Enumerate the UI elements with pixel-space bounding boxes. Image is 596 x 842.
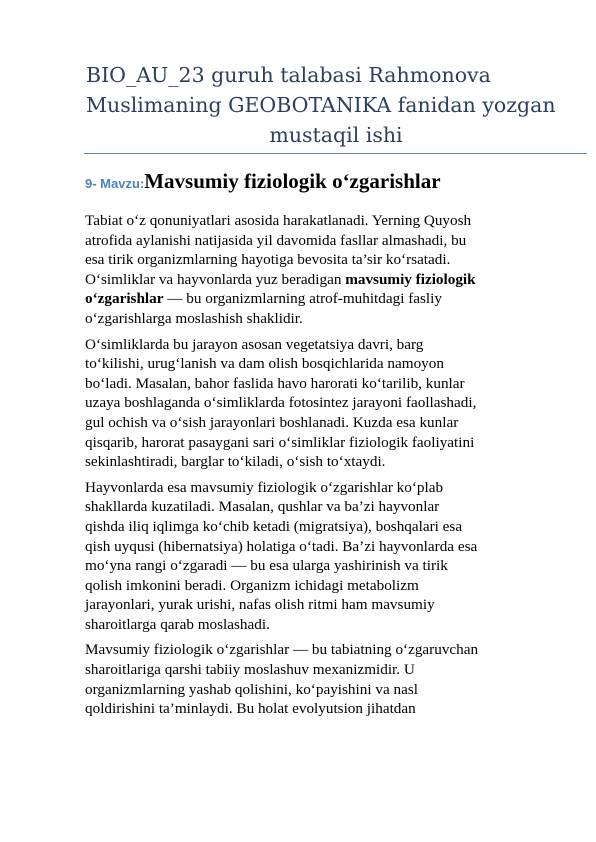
text-line: sharoitlariga qarshi tabiiy moslashuv mexanizmidir. U — [85, 661, 415, 679]
text-line: gul ochish va o‘sish jarayonlari boshlanadi. Kuzda esa kunlar — [85, 413, 459, 431]
paragraph-4 — [85, 640, 565, 718]
text-line: O‘simliklarda bu jarayon asosan vegetatsiya davri, barg — [85, 335, 424, 353]
text-run: O‘simliklar va hayvonlarda yuz beradigan — [85, 270, 346, 288]
text-line — [85, 289, 565, 309]
text-line: sharoitlarga qarab moslashadi. — [85, 615, 270, 633]
text-line: qoldirishini ta’minlaydi. Bu holat evolyutsion jihatdan — [85, 700, 416, 718]
title-line-1: BIO_AU_23 guruh talabasi Rahmonova — [86, 63, 491, 87]
text-run: — bu organizmlarning atrof-muhitdagi fasliy — [163, 290, 442, 308]
section-label: 9- Mavzu: — [85, 176, 145, 191]
text-line: atrofida aylanishi natijasida yil davomida fasllar almashadi, bu — [85, 231, 467, 249]
text-line: qisqarib, harorat pasaygani sari o‘simliklar fiziologik faoliyatini — [85, 433, 475, 451]
text-line — [85, 270, 565, 290]
section-title: Mavsumiy fiziologik o‘zgarishlar — [144, 169, 441, 193]
paragraph-2 — [85, 335, 565, 472]
text-line: jarayonlari, yurak urishi, nafas olish ritmi ham mavsumiy — [85, 596, 435, 614]
bold-term: mavsumiy fiziologik — [345, 270, 476, 288]
text-line: mo‘yna rangi o‘zgaradi — bu esa ularga yashirinish va tirik — [85, 557, 448, 575]
title-line-2: Muslimaning GEOBOTANIKA fanidan yozgan — [86, 93, 556, 117]
document-title — [86, 60, 566, 150]
text-line: Hayvonlarda esa mavsumiy fiziologik o‘zgarishlar ko‘plab — [85, 478, 444, 496]
text-line: sekinlashtiradi, barglar to‘kiladi, o‘sish to‘xtaydi. — [85, 453, 386, 471]
section-heading — [85, 169, 441, 194]
title-line-3: mustaqil ishi — [269, 123, 403, 147]
text-line: qolish imkonini beradi. Organizm ichidagi metabolizm — [85, 576, 419, 594]
text-line: to‘kilishi, urug‘lanish va dam olish bosqichlarida namoyon — [85, 355, 444, 373]
text-line: uzaya boshlaganda o‘simliklarda fotosintez jarayoni faollashadi, — [85, 394, 477, 412]
paragraph-1 — [85, 211, 565, 329]
text-line: qishda iliq iqlimga ko‘chib ketadi (migratsiya), boshqalari esa — [85, 517, 463, 535]
text-line: Tabiat o‘z qonuniyatlari asosida harakatlanadi. Yerning Quyosh — [85, 212, 472, 229]
text-line: shakllarda kuzatiladi. Masalan, qushlar va ba’zi hayvonlar — [85, 498, 440, 516]
bold-term: o‘zgarishlar — [85, 290, 164, 308]
text-line: bo‘ladi. Masalan, bahor faslida havo harorati ko‘tarilib, kunlar — [85, 374, 465, 392]
title-divider — [84, 153, 587, 154]
text-line: esa tirik organizmlarning hayotiga bevosita ta’sir ko‘rsatadi. — [85, 251, 451, 269]
text-line: o‘zgarishlarga moslashish shaklidir. — [85, 309, 303, 327]
text-line: organizmlarning yashab qolishini, ko‘payishini va nasl — [85, 680, 418, 698]
paragraph-3 — [85, 478, 565, 635]
text-line: qish uyqusi (hibernatsiya) holatiga o‘tadi. Ba’zi hayvonlarda esa — [85, 537, 478, 555]
text-line: Mavsumiy fiziologik o‘zgarishlar — bu tabiatning o‘zgaruvchan — [85, 641, 479, 659]
document-body — [85, 211, 565, 725]
